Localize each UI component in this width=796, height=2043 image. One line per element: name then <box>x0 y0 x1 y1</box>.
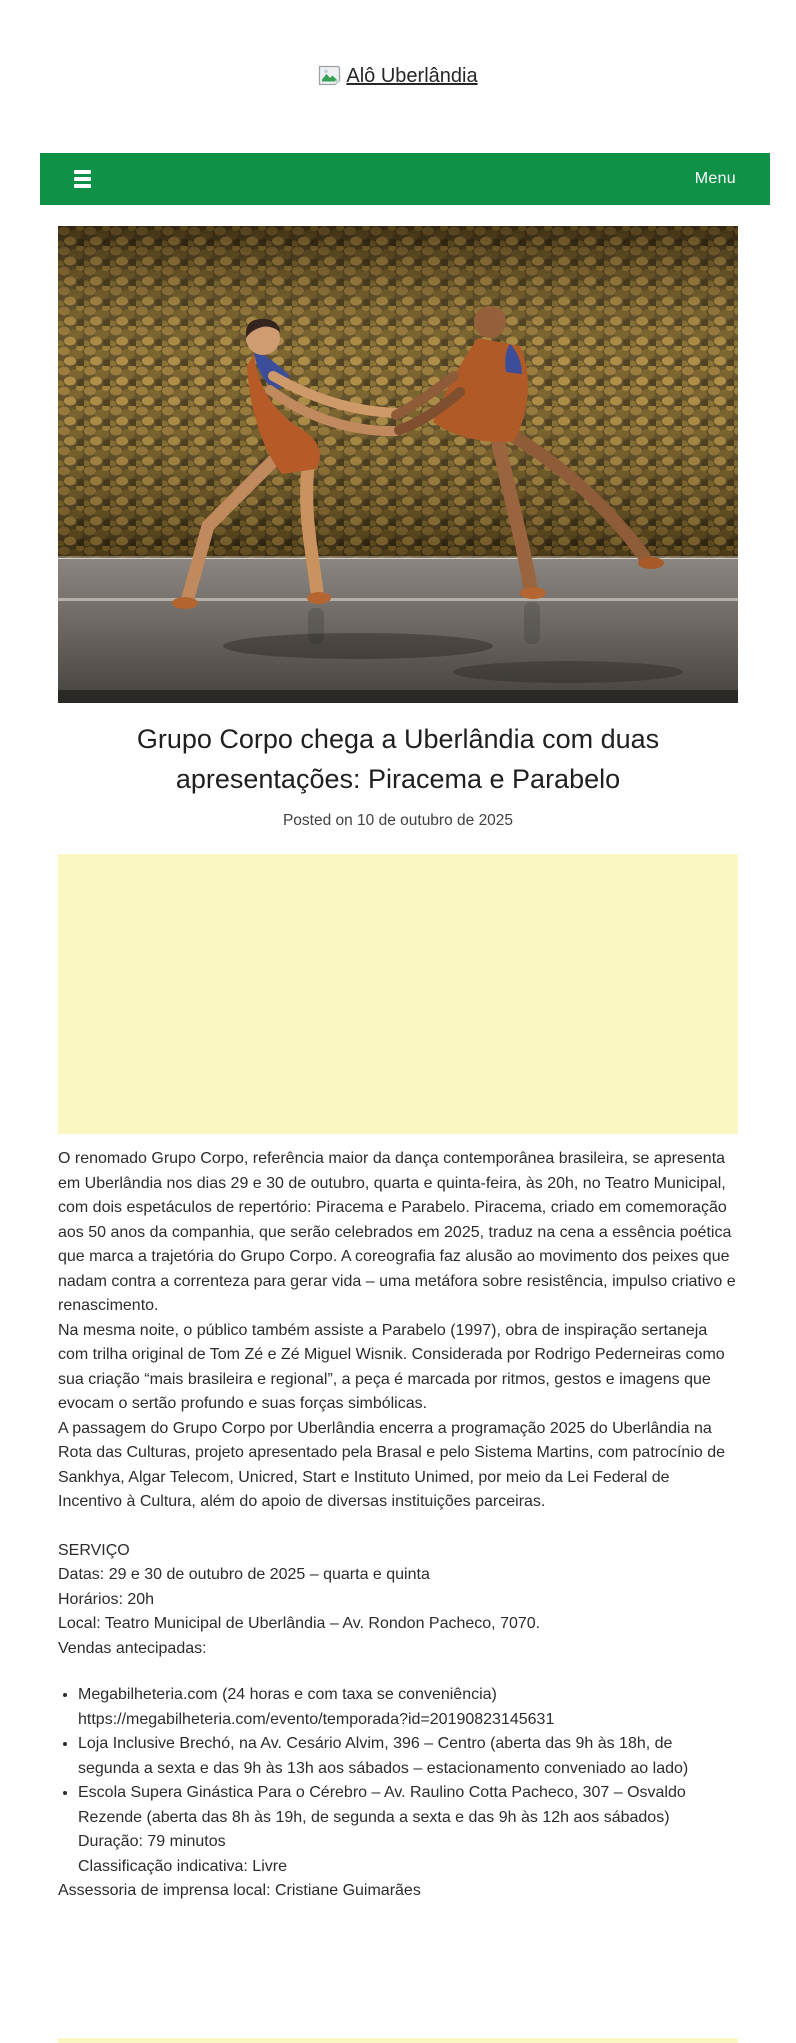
ad-placeholder-bottom <box>58 2038 738 2043</box>
service-heading: SERVIÇO <box>58 1541 130 1559</box>
service-dates: Datas: 29 e 30 de outubro de 2025 – quarta e quinta <box>58 1566 430 1583</box>
service-section <box>58 1539 738 1662</box>
hamburger-menu-icon[interactable] <box>74 170 91 188</box>
ad-placeholder-top <box>58 854 738 1134</box>
paragraph-2: Na mesma noite, o público também assiste a Parabelo (1997), obra de inspiração sertaneja com trilha original de Tom Zé e Zé Miguel Wisnik. Considerada por Rodrigo Pederneiras como sua criação “mais brasileira e regional”, a peça é marcada por ritmos, gestos e imagens que evocam o sertão profundo e suas forças simbólicas. <box>58 1321 725 1412</box>
broken-image-icon <box>318 65 343 86</box>
paragraph-1: O renomado Grupo Corpo, referência maior da dança contemporânea brasileira, se apresenta em Uberlândia nos dias 29 e 30 de outubro, quarta e quinta-feira, às 20h, no Teatro Municipal, com dois espetáculos de repertório: Piracema e Parabelo. Piracema, criado em comemoração aos 50 anos da companhia, que serão celebrados em 2025, traduz na cena a essência poética que marca a trajetória do Grupo Corpo. A coreografia faz alusão ao movimento dos peixes que nadam contra a correnteza para gerar vida – uma metáfora sobre resistência, impulso criativo e renascimento. <box>58 1150 736 1314</box>
logo-link[interactable] <box>318 65 477 88</box>
hero-image <box>58 226 738 703</box>
ticket-rating-line: Classificação indicativa: Livre <box>78 1857 287 1875</box>
logo-text: Alô Uberlândia <box>346 65 478 87</box>
service-time: Horários: 20h <box>58 1590 155 1608</box>
site-header <box>0 0 796 153</box>
ticket-line: • Loja Inclusive Brechó, na Av. Cesário Alvim, 396 – Centro (aberta das 9h às 18h, de segunda a sexta e das 9h às 13h aos sábados – estacionamento conveniado ao lado) <box>78 1735 689 1777</box>
article <box>58 226 738 1904</box>
article-title: Grupo Corpo chega a Uberlândia com duas apresentações: Piracema e Parabelo <box>136 724 660 794</box>
list-item-escola-supera <box>78 1781 738 1879</box>
paragraph-3: A passagem do Grupo Corpo por Uberlândia encerra a programação 2025 do Uberlândia na Rota das Culturas, projeto apresentado pela Brasal e pelo Sistema Martins, com patrocínio de Sankhya, Algar Telecom, Unicred, Start e Instituto Unimed, por meio da Lei Federal de Incentivo à Cultura, além do apoio de diversas instituições parceiras. <box>58 1419 726 1510</box>
ticket-duration-line: Duração: 79 minutos <box>78 1833 226 1850</box>
list-item-megabilheteria <box>78 1683 738 1732</box>
service-presale-label: Vendas antecipadas: <box>58 1639 207 1657</box>
ticket-url[interactable]: https://megabilheteria.com/evento/temporada?id=20190823145631 <box>78 1710 555 1728</box>
list-item-loja-inclusive <box>78 1732 738 1781</box>
menu-bar[interactable] <box>40 153 770 205</box>
article-body <box>58 1147 738 1904</box>
press-contact-line: Assessoria de imprensa local: Cristiane Guimarães <box>58 1882 421 1899</box>
service-venue: Local: Teatro Municipal de Uberlândia – Av. Rondon Pacheco, 7070. <box>58 1615 541 1632</box>
menu-label[interactable]: Menu <box>694 170 736 187</box>
ticket-list <box>58 1683 738 1879</box>
ticket-line: • Escola Supera Ginástica Para o Cérebro – Av. Raulino Cotta Pacheco, 307 – Osvaldo Rezende (aberta das 8h às 19h, de segunda a sexta e das 9h às 12h aos sábados) <box>78 1784 686 1826</box>
ticket-line: • Megabilheteria.com (24 horas e com taxa se conveniência) <box>78 1686 497 1703</box>
posted-date: Posted on 10 de outubro de 2025 <box>282 812 514 829</box>
